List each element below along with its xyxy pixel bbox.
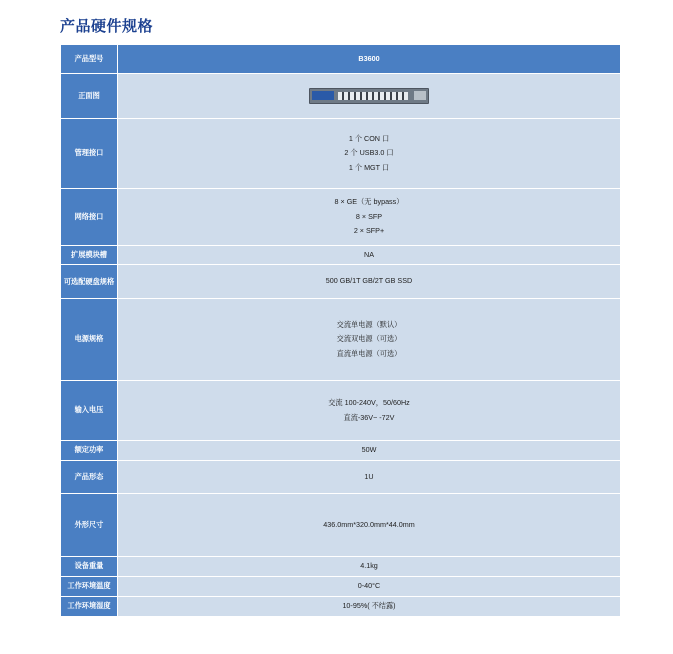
row-value: 1U (118, 461, 621, 494)
table-row (61, 265, 621, 299)
model-value: B3600 (118, 45, 621, 74)
table-row (61, 119, 621, 189)
device-front-image (309, 88, 429, 104)
row-value: 8 × SFP (355, 211, 383, 221)
row-label: 产品形态 (61, 461, 118, 494)
row-label: 工作环境湿度 (61, 597, 118, 617)
row-value: 4.1kg (118, 557, 621, 577)
row-label: 正面图 (61, 74, 118, 119)
row-value: 直流-36V~ -72V (343, 412, 395, 422)
row-value: 500 GB/1T GB/2T GB SSD (118, 265, 621, 299)
row-label: 工作环境温度 (61, 577, 118, 597)
row-label: 设备重量 (61, 557, 118, 577)
row-label: 可选配硬盘规格 (61, 265, 118, 299)
row-label: 外形尺寸 (61, 494, 118, 557)
row-label: 产品型号 (61, 45, 118, 74)
row-value: 2 × SFP+ (353, 226, 385, 236)
row-value: 10-95%( 不结露) (118, 597, 621, 617)
row-value: 1 个 CON 口 (348, 133, 390, 143)
table-row (61, 577, 621, 597)
row-value: 交流双电源（可选） (336, 334, 402, 344)
row-value: 直流单电源（可选） (336, 348, 402, 358)
page-title: 产品硬件规格 (60, 17, 154, 35)
table-row (61, 597, 621, 617)
row-value: 8 × GE（无 bypass） (334, 197, 404, 207)
table-row (61, 189, 621, 246)
table-row (61, 461, 621, 494)
table-row (61, 246, 621, 265)
row-label: 额定功率 (61, 441, 118, 461)
table-row (61, 441, 621, 461)
row-value: 交流单电源（默认） (336, 319, 402, 329)
row-value: NA (118, 246, 621, 265)
row-value: 2 个 USB3.0 口 (344, 148, 394, 158)
row-label: 输入电压 (61, 381, 118, 441)
table-row (61, 381, 621, 441)
row-label: 电源规格 (61, 299, 118, 381)
row-label: 管理接口 (61, 119, 118, 189)
row-value: 436.0mm*320.0mm*44.0mm (118, 494, 621, 557)
table-header-row (61, 45, 621, 74)
front-view-cell (118, 74, 621, 119)
row-value: 交流 100-240V，50/60Hz (328, 397, 410, 407)
row-label: 网络接口 (61, 189, 118, 246)
row-value: 1 个 MGT 口 (348, 162, 390, 172)
table-row (61, 557, 621, 577)
row-value: 50W (118, 441, 621, 461)
row-value: 0-40°C (118, 577, 621, 597)
table-row (61, 299, 621, 381)
table-row (61, 74, 621, 119)
row-label: 扩展模块槽 (61, 246, 118, 265)
table-row (61, 494, 621, 557)
hardware-spec-table (60, 44, 621, 617)
